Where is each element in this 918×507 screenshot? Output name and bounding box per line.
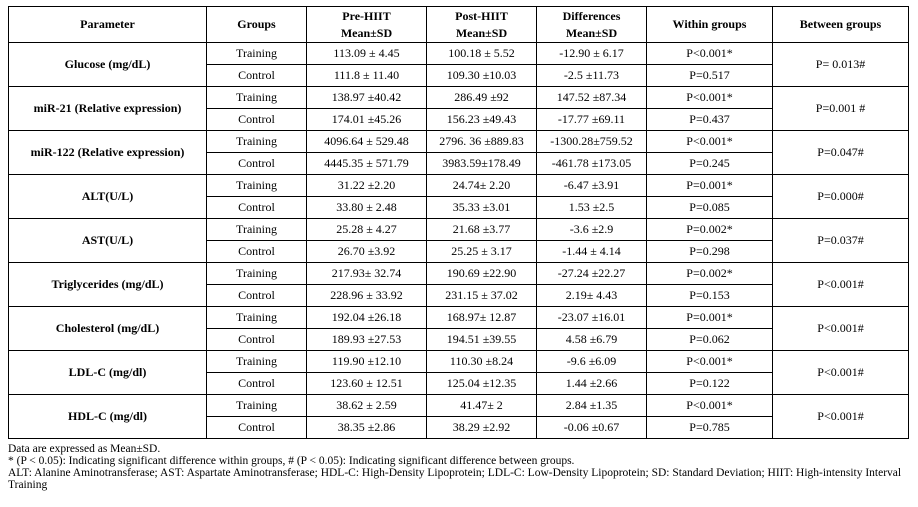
control-within-cell: P=0.122 [647,373,773,395]
training-group-cell: Training [207,351,307,373]
parameter-cell: Glucose (mg/dL) [9,43,207,87]
control-diff-cell: -0.06 ±0.67 [537,417,647,439]
control-within-cell: P=0.437 [647,109,773,131]
training-group-cell: Training [207,131,307,153]
header-diff-line1: Differences [562,8,621,23]
training-post-cell: 110.30 ±8.24 [427,351,537,373]
training-pre-cell: 119.90 ±12.10 [307,351,427,373]
control-group-cell: Control [207,197,307,219]
training-post-cell: 286.49 ±92 [427,87,537,109]
header-parameter: Parameter [9,7,207,43]
training-diff-cell: -9.6 ±6.09 [537,351,647,373]
control-within-cell: P=0.153 [647,285,773,307]
header-post-hiit [427,7,537,43]
between-groups-cell: P=0.001 # [773,87,909,131]
between-groups-cell: P<0.001# [773,351,909,395]
control-pre-cell: 189.93 ±27.53 [307,329,427,351]
training-within-cell: P<0.001* [647,43,773,65]
control-within-cell: P=0.785 [647,417,773,439]
control-group-cell: Control [207,153,307,175]
table-row-training [9,307,909,329]
between-groups-cell: P<0.001# [773,263,909,307]
parameter-cell: AST(U/L) [9,219,207,263]
training-diff-cell: 2.84 ±1.35 [537,395,647,417]
training-diff-cell: 147.52 ±87.34 [537,87,647,109]
training-within-cell: P=0.002* [647,263,773,285]
control-within-cell: P=0.085 [647,197,773,219]
training-pre-cell: 4096.64 ± 529.48 [307,131,427,153]
control-diff-cell: -2.5 ±11.73 [537,65,647,87]
between-groups-cell: P<0.001# [773,307,909,351]
control-diff-cell: -17.77 ±69.11 [537,109,647,131]
training-pre-cell: 38.62 ± 2.59 [307,395,427,417]
note-line-1: Data are expressed as Mean±SD. [8,443,161,455]
table-notes [8,443,908,491]
control-post-cell: 25.25 ± 3.17 [427,241,537,263]
control-diff-cell: 1.44 ±2.66 [537,373,647,395]
control-post-cell: 3983.59±178.49 [427,153,537,175]
training-within-cell: P<0.001* [647,87,773,109]
between-groups-cell: P= 0.013# [773,43,909,87]
training-post-cell: 190.69 ±22.90 [427,263,537,285]
header-post-line2: Mean±SD [455,25,508,40]
header-diff-line2: Mean±SD [565,25,618,40]
header-between-groups: Between groups [773,7,909,43]
training-pre-cell: 217.93± 32.74 [307,263,427,285]
control-pre-cell: 26.70 ±3.92 [307,241,427,263]
control-group-cell: Control [207,285,307,307]
control-group-cell: Control [207,329,307,351]
control-diff-cell: -1.44 ± 4.14 [537,241,647,263]
results-table-container [8,6,908,491]
control-post-cell: 38.29 ±2.92 [427,417,537,439]
training-diff-cell: -27.24 ±22.27 [537,263,647,285]
control-group-cell: Control [207,373,307,395]
training-group-cell: Training [207,175,307,197]
control-diff-cell: -461.78 ±173.05 [537,153,647,175]
training-diff-cell: -6.47 ±3.91 [537,175,647,197]
control-post-cell: 35.33 ±3.01 [427,197,537,219]
header-differences [537,7,647,43]
control-diff-cell: 4.58 ±6.79 [537,329,647,351]
training-post-cell: 24.74± 2.20 [427,175,537,197]
header-pre-line1: Pre-HIIT [342,8,391,23]
header-groups: Groups [207,7,307,43]
training-group-cell: Training [207,395,307,417]
table-row-training [9,131,909,153]
parameter-cell: ALT(U/L) [9,175,207,219]
control-diff-cell: 2.19± 4.43 [537,285,647,307]
control-group-cell: Control [207,109,307,131]
table-row-training [9,175,909,197]
header-post-line1: Post-HIIT [455,8,508,23]
table-row-training [9,219,909,241]
training-diff-cell: -1300.28±759.52 [537,131,647,153]
control-group-cell: Control [207,241,307,263]
control-post-cell: 109.30 ±10.03 [427,65,537,87]
between-groups-cell: P<0.001# [773,395,909,439]
training-within-cell: P=0.001* [647,307,773,329]
between-groups-cell: P=0.037# [773,219,909,263]
training-group-cell: Training [207,263,307,285]
parameter-cell: LDL-C (mg/dl) [9,351,207,395]
control-pre-cell: 123.60 ± 12.51 [307,373,427,395]
training-group-cell: Training [207,307,307,329]
table-row-training [9,351,909,373]
table-row-training [9,43,909,65]
training-diff-cell: -3.6 ±2.9 [537,219,647,241]
control-within-cell: P=0.245 [647,153,773,175]
training-pre-cell: 113.09 ± 4.45 [307,43,427,65]
table-row-training [9,395,909,417]
header-pre-line2: Mean±SD [340,25,393,40]
control-group-cell: Control [207,65,307,87]
control-group-cell: Control [207,417,307,439]
control-pre-cell: 38.35 ±2.86 [307,417,427,439]
training-pre-cell: 138.97 ±40.42 [307,87,427,109]
results-table [8,6,909,439]
parameter-cell: HDL-C (mg/dl) [9,395,207,439]
training-within-cell: P<0.001* [647,131,773,153]
control-within-cell: P=0.062 [647,329,773,351]
control-within-cell: P=0.298 [647,241,773,263]
header-within-groups: Within groups [647,7,773,43]
training-pre-cell: 31.22 ±2.20 [307,175,427,197]
control-post-cell: 156.23 ±49.43 [427,109,537,131]
header-row [9,7,909,43]
parameter-cell: miR-21 (Relative expression) [9,87,207,131]
table-row-training [9,87,909,109]
control-diff-cell: 1.53 ±2.5 [537,197,647,219]
control-post-cell: 125.04 ±12.35 [427,373,537,395]
training-within-cell: P<0.001* [647,351,773,373]
control-pre-cell: 4445.35 ± 571.79 [307,153,427,175]
training-post-cell: 2796. 36 ±889.83 [427,131,537,153]
control-post-cell: 231.15 ± 37.02 [427,285,537,307]
control-within-cell: P=0.517 [647,65,773,87]
parameter-cell: Triglycerides (mg/dL) [9,263,207,307]
training-group-cell: Training [207,87,307,109]
control-pre-cell: 33.80 ± 2.48 [307,197,427,219]
control-post-cell: 194.51 ±39.55 [427,329,537,351]
training-diff-cell: -23.07 ±16.01 [537,307,647,329]
training-post-cell: 41.47± 2 [427,395,537,417]
between-groups-cell: P=0.047# [773,131,909,175]
parameter-cell: miR-122 (Relative expression) [9,131,207,175]
training-pre-cell: 25.28 ± 4.27 [307,219,427,241]
control-pre-cell: 111.8 ± 11.40 [307,65,427,87]
parameter-cell: Cholesterol (mg/dL) [9,307,207,351]
control-pre-cell: 228.96 ± 33.92 [307,285,427,307]
training-post-cell: 100.18 ± 5.52 [427,43,537,65]
header-pre-hiit [307,7,427,43]
training-post-cell: 168.97± 12.87 [427,307,537,329]
training-group-cell: Training [207,43,307,65]
note-line-3: ALT: Alanine Aminotransferase; AST: Aspartate Aminotransferase; HDL-C: High-Density Lipoprotein; LDL-C: Low-Density Lipoprotein; SD: Standard Deviation; HIIT: High-intensity Interval Training [8,467,902,491]
training-within-cell: P=0.001* [647,175,773,197]
training-within-cell: P<0.001* [647,395,773,417]
control-pre-cell: 174.01 ±45.26 [307,109,427,131]
table-row-training [9,263,909,285]
training-group-cell: Training [207,219,307,241]
between-groups-cell: P=0.000# [773,175,909,219]
note-line-2: * (P < 0.05): Indicating significant difference within groups, # (P < 0.05): Indicating significant difference between groups. [8,455,575,467]
training-post-cell: 21.68 ±3.77 [427,219,537,241]
training-diff-cell: -12.90 ± 6.17 [537,43,647,65]
training-within-cell: P=0.002* [647,219,773,241]
training-pre-cell: 192.04 ±26.18 [307,307,427,329]
